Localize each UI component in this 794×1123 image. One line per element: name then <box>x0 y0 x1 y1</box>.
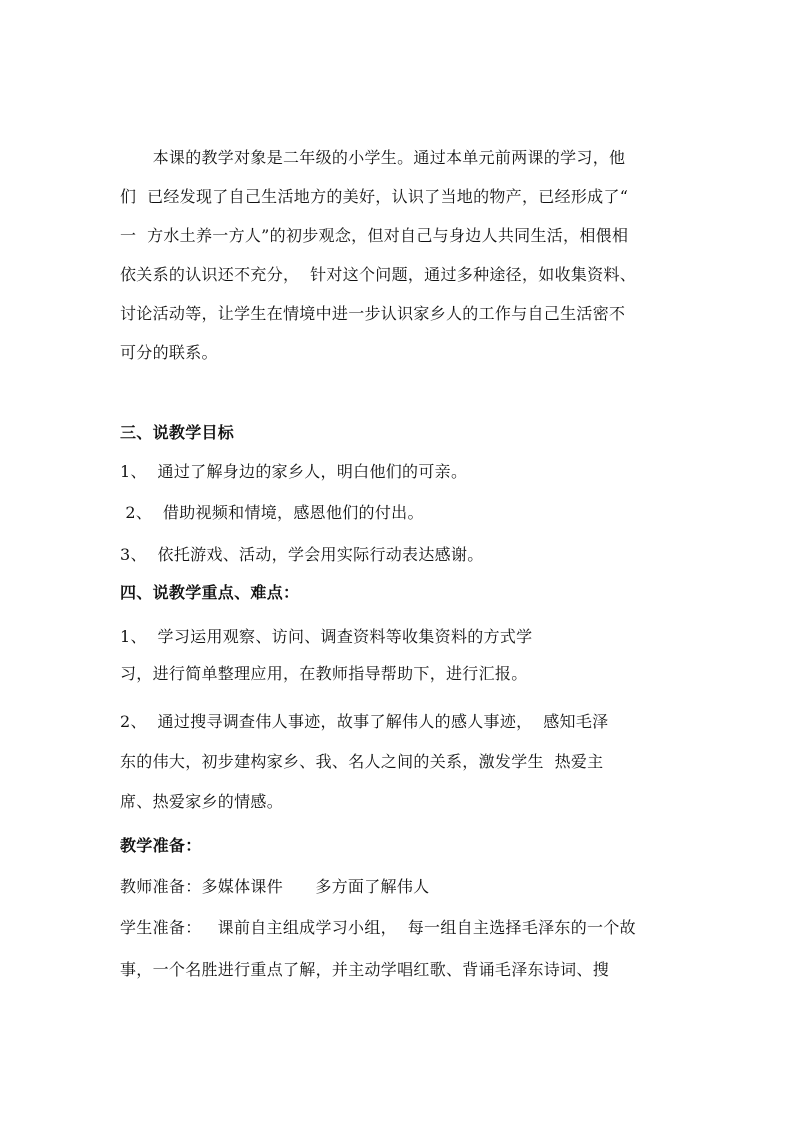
focus-item-2-line-3: 席、热爱家乡的情感。 <box>120 792 284 811</box>
section-4-heading: 四、说教学重点、难点： <box>120 583 300 602</box>
focus-item-1-line-2: 习，进行简单整理应用，在教师指导帮助下，进行汇报。 <box>120 664 528 683</box>
intro-line-3: 一 方水土养一方人”的初步观念，但对自己与身边人共同生活，相偎相 <box>120 226 629 245</box>
focus-item-2-line-2: 东的伟大，初步建构家乡、我、名人之间的关系，激发学生 热爱主 <box>120 752 604 771</box>
intro-line-4: 依关系的认识还不充分， 针对这个问题，通过多种途径，如收集资料、 <box>120 265 637 284</box>
focus-item-2-line-1: 2、 通过搜寻调查伟人事迹，故事了解伟人的感人事迹， 感知毛泽 <box>120 712 609 731</box>
intro-line-5: 讨论活动等，让学生在情境中进一步认识家乡人的工作与自己生活密不 <box>120 304 626 323</box>
intro-line-1: 本课的教学对象是二年级的小学生。通过本单元前两课的学习，他 <box>120 148 626 167</box>
student-prep-line-2: 事，一个名胜进行重点了解，并主动学唱红歌、背诵毛泽东诗词、搜 <box>120 960 610 979</box>
intro-line-6: 可分的联系。 <box>120 343 218 362</box>
student-prep-line-1: 学生准备： 课前自主组成学习小组， 每一组自主选择毛泽东的一个故 <box>120 918 636 937</box>
goal-item-2: 2、 借助视频和情境，感恩他们的付出。 <box>120 503 424 522</box>
focus-item-1-line-1: 1、 学习运用观察、访问、调查资料等收集资料的方式学 <box>120 627 533 646</box>
goal-item-3: 3、 依托游戏、活动，学会用实际行动表达感谢。 <box>120 545 484 564</box>
section-3-heading: 三、说教学目标 <box>120 423 235 442</box>
teacher-prep: 教师准备：多媒体课件 多方面了解伟人 <box>120 877 430 896</box>
intro-line-2: 们 已经发现了自己生活地方的美好，认识了当地的物产，已经形成了“ <box>120 187 629 206</box>
goal-item-1: 1、 通过了解身边的家乡人，明白他们的可亲。 <box>120 462 468 481</box>
prep-heading: 教学准备： <box>120 836 202 855</box>
